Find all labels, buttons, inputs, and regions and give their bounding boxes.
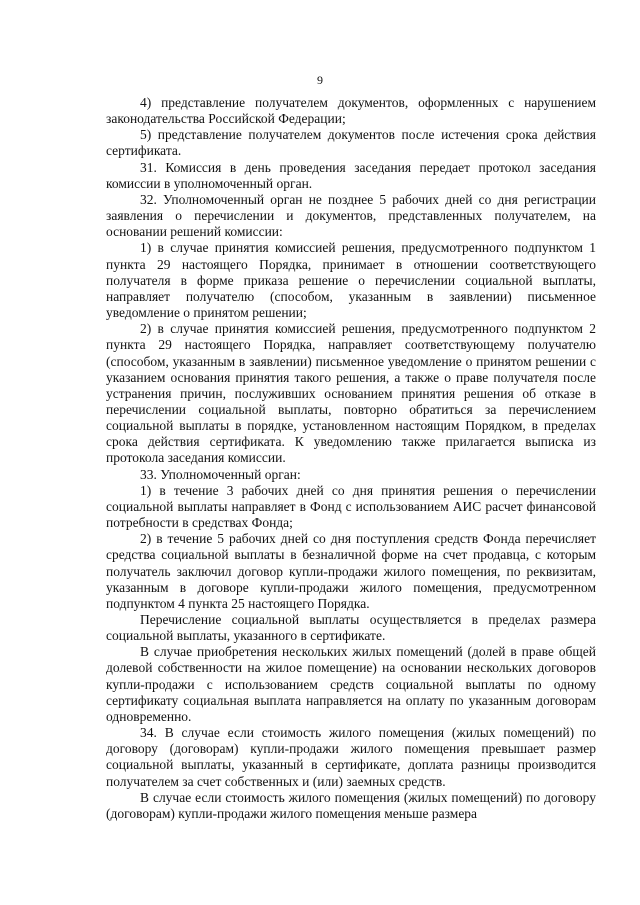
paragraph: Перечисление социальной выплаты осуществляется в пределах размера социальной выплаты, указанного в сертификате. bbox=[106, 612, 596, 644]
paragraph: В случае приобретения нескольких жилых помещений (долей в праве общей долевой собственности на жилое помещение) на основании нескольких договоров купли-продажи с использованием средств социальной выплаты по одному сертификату социальная выплата направляется на оплату по указанным договорам одновременно. bbox=[106, 644, 596, 724]
paragraph: 2) в течение 5 рабочих дней со дня поступления средств Фонда перечисляет средства социальной выплаты в безналичной форме на счет продавца, с которым получатель заключил договор купли-продажи жилого помещения, по реквизитам, указанным в договоре купли-продажи жилого помещения, предусмотренном подпунктом 4 пункта 25 настоящего Порядка. bbox=[106, 531, 596, 611]
paragraph: 34. В случае если стоимость жилого помещения (жилых помещений) по договору (договорам) купли-продажи жилого помещения превышает размер социальной выплаты, указанный в сертификате, доплата разницы производится получателем за счет собственных и (или) заемных средств. bbox=[106, 725, 596, 789]
paragraph: 5) представление получателем документов после истечения срока действия сертификата. bbox=[106, 127, 596, 159]
paragraph: В случае если стоимость жилого помещения (жилых помещений) по договору (договорам) купли-продажи жилого помещения меньше размера bbox=[106, 789, 596, 821]
document-body bbox=[106, 95, 596, 822]
paragraph: 1) в случае принятия комиссией решения, предусмотренного подпунктом 1 пункта 29 настоящего Порядка, принимает в отношении соответствующего получателя в форме приказа решение о перечислении социальной выплаты, направляет получателю (способом, указанным в заявлении) письменное уведомление о принятом решении; bbox=[106, 240, 596, 321]
page-number: 9 bbox=[317, 73, 323, 87]
paragraph: 31. Комиссия в день проведения заседания передает протокол заседания комиссии в уполномоченный орган. bbox=[106, 159, 596, 191]
paragraph: 32. Уполномоченный орган не позднее 5 рабочих дней со дня регистрации заявления о перечислении и документов, представленных получателем, на основании решений комиссии: bbox=[106, 191, 596, 240]
paragraph: 2) в случае принятия комиссией решения, предусмотренного подпунктом 2 пункта 29 настоящего Порядка, направляет соответствующему получателю (способом, указанным в заявлении) письменное уведомление о принятом решении с указанием основания принятия такого решения, а также о праве получателя после устранения причин, послуживших основанием принятия решения об отказе в перечислении социальной выплаты, повторно обратиться за перечислением социальной выплаты в порядке, установленном настоящим Порядком, в пределах срока действия сертификата. К уведомлению также прилагается выписка из протокола заседания комиссии. bbox=[106, 321, 596, 466]
paragraph: 33. Уполномоченный орган: bbox=[140, 466, 301, 482]
paragraph: 4) представление получателем документов, оформленных с нарушением законодательства Российской Федерации; bbox=[106, 95, 596, 127]
paragraph: 1) в течение 3 рабочих дней со дня принятия решения о перечислении социальной выплаты направляет в Фонд с использованием АИС расчет финансовой потребности в средствах Фонда; bbox=[106, 482, 596, 531]
